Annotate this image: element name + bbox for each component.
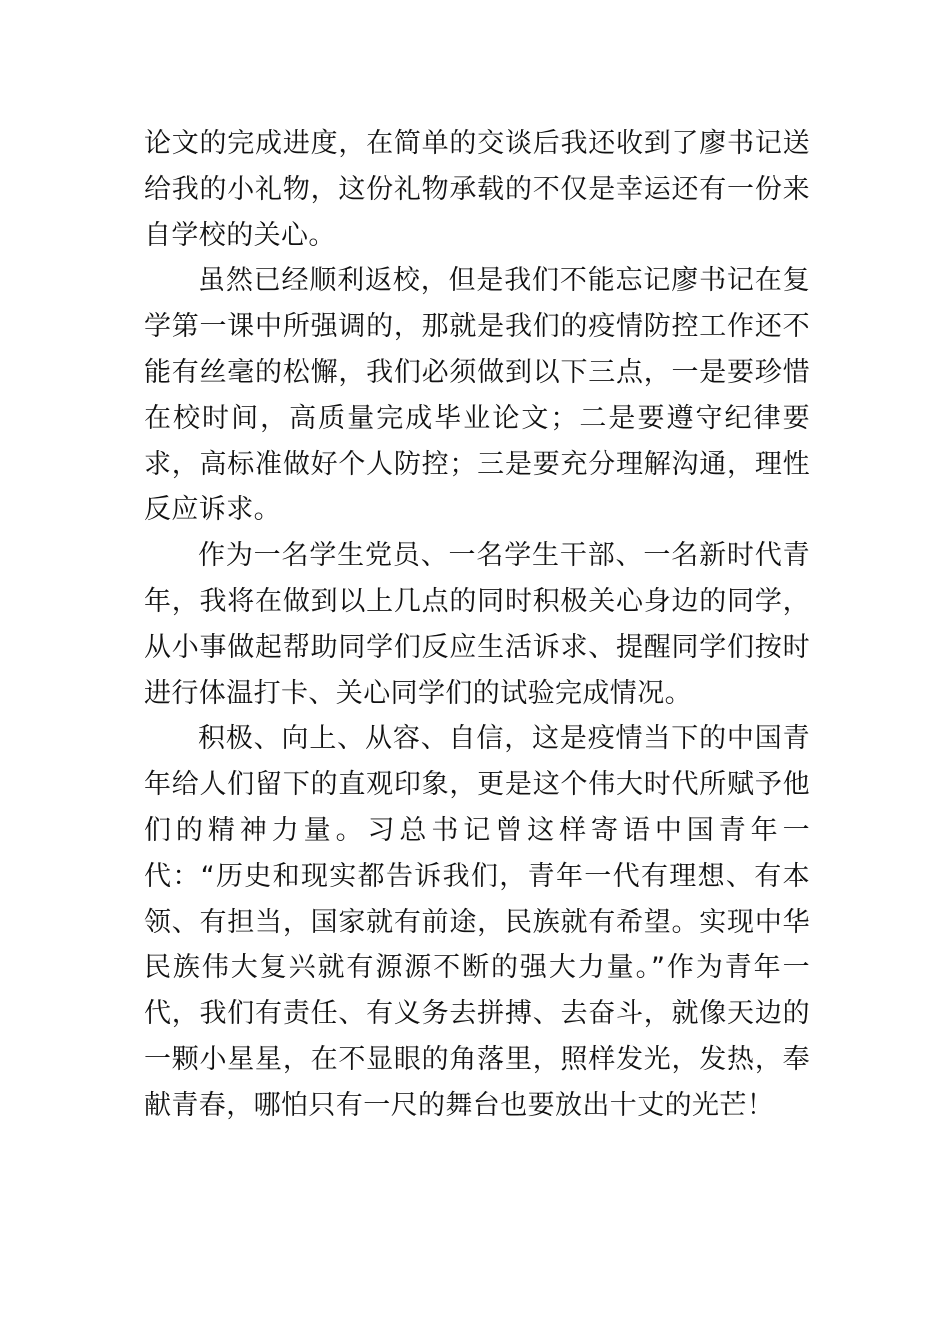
paragraph-continued: 论文的完成进度，在简单的交谈后我还收到了廖书记送给我的小礼物，这份礼物承载的不仅是幸运还有一份来自学校的关心。 [144,128,810,251]
paragraph-youth-spirit: 积极、向上、从容、自信，这是疫情当下的中国青年给人们留下的直观印象，更是这个伟大时代所赋予他们的精神力量。习总书记曾这样寄语中国青年一代：“历史和现实都告诉我们，青年一代有理想、有本领、有担当，国家就有前途，民族就有希望。实现中华民族伟大复兴就有源源不断的强大力量。”作为青年一代，我们有责任、有义务去拼搏、去奋斗，就像天边的一颗小星星，在不显眼的角落里，照样发光，发热，奉献青春，哪怕只有一尺的舞台也要放出十丈的光芒！ [144,723,810,1121]
paragraph-student-commitment: 作为一名学生党员、一名学生干部、一名新时代青年，我将在做到以上几点的同时积极关心身边的同学，从小事做起帮助同学们反应生活诉求、提醒同学们按时进行体温打卡、关心同学们的试验完成情况。 [144,540,810,709]
paragraph-return-to-school: 虽然已经顺利返校，但是我们不能忘记廖书记在复学第一课中所强调的，那就是我们的疫情防控工作还不能有丝毫的松懈，我们必须做到以下三点，一是要珍惜在校时间，高质量完成毕业论文；二是要遵守纪律要求，高标准做好个人防控；三是要充分理解沟通，理性反应诉求。 [144,265,810,526]
body-text [144,121,810,1129]
